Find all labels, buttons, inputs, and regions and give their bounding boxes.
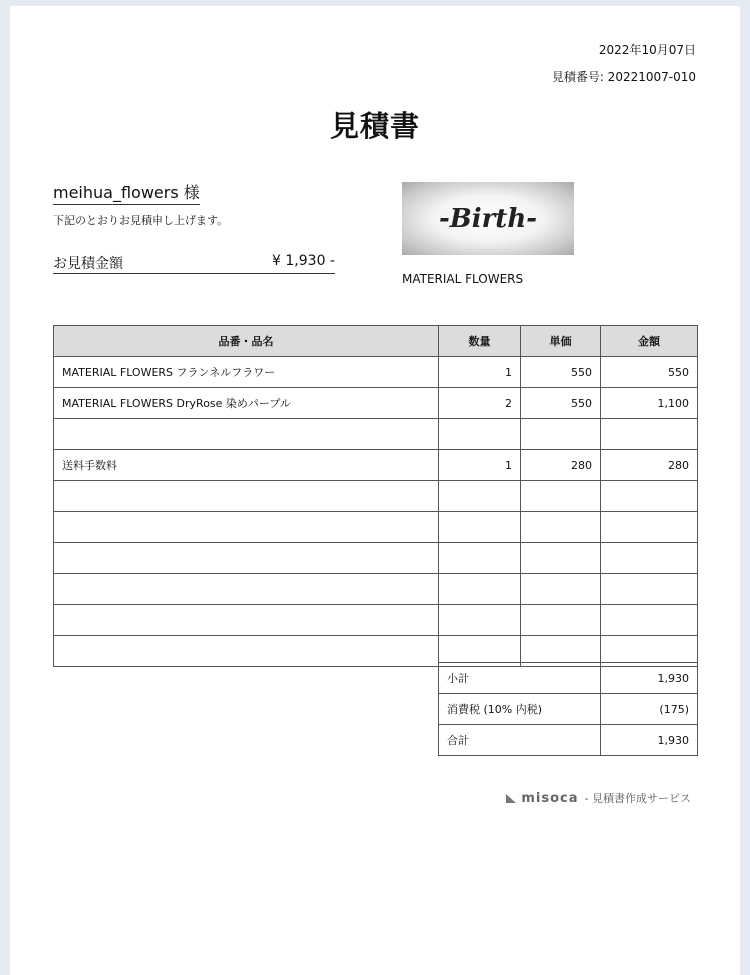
company-logo bbox=[402, 182, 574, 255]
footer-credit bbox=[506, 790, 691, 806]
misoca-logo-icon bbox=[506, 794, 516, 803]
misoca-brand: misoca bbox=[521, 790, 579, 806]
table-row bbox=[54, 450, 698, 481]
quantity-cell bbox=[439, 543, 521, 574]
company-logo-text: -Birth- bbox=[438, 203, 538, 234]
amount-cell bbox=[601, 543, 698, 574]
table-row bbox=[54, 388, 698, 419]
subtotal-label: 小計 bbox=[439, 663, 601, 694]
amount-cell: 550 bbox=[601, 357, 698, 388]
header-quantity: 数量 bbox=[439, 326, 521, 357]
items-header-row bbox=[54, 326, 698, 357]
item-name-cell bbox=[54, 636, 439, 667]
estimate-document bbox=[10, 6, 740, 975]
amount-cell bbox=[601, 605, 698, 636]
quantity-cell bbox=[439, 574, 521, 605]
greeting-text: 下記のとおりお見積申し上げます。 bbox=[53, 214, 229, 227]
issue-date: 2022年10月07日 bbox=[598, 43, 696, 57]
item-name-cell: MATERIAL FLOWERS DryRose 染めパープル bbox=[54, 388, 439, 419]
unit-price-cell: 550 bbox=[521, 388, 601, 419]
total-value: 1,930 bbox=[601, 725, 698, 756]
item-name-cell: MATERIAL FLOWERS フランネルフラワー bbox=[54, 357, 439, 388]
estimate-amount bbox=[53, 251, 335, 274]
estimate-amount-label: お見積金額 bbox=[53, 256, 123, 272]
table-row bbox=[54, 357, 698, 388]
unit-price-cell: 550 bbox=[521, 357, 601, 388]
unit-price-cell: 280 bbox=[521, 450, 601, 481]
subtotal-row bbox=[439, 663, 698, 694]
total-label: 合計 bbox=[439, 725, 601, 756]
unit-price-cell bbox=[521, 512, 601, 543]
tax-label: 消費税 (10% 内税) bbox=[439, 694, 601, 725]
table-row bbox=[54, 543, 698, 574]
amount-cell bbox=[601, 481, 698, 512]
quantity-cell bbox=[439, 605, 521, 636]
item-name-cell bbox=[54, 419, 439, 450]
company-name: MATERIAL FLOWERS bbox=[402, 272, 524, 286]
quantity-cell bbox=[439, 512, 521, 543]
estimate-number: 見積番号: 20221007-010 bbox=[551, 70, 696, 84]
table-row bbox=[54, 574, 698, 605]
item-name-cell bbox=[54, 605, 439, 636]
header-unit-price: 単価 bbox=[521, 326, 601, 357]
item-name-cell: 送料手数料 bbox=[54, 450, 439, 481]
unit-price-cell bbox=[521, 543, 601, 574]
item-name-cell bbox=[54, 512, 439, 543]
unit-price-cell bbox=[521, 605, 601, 636]
table-row bbox=[54, 512, 698, 543]
unit-price-cell bbox=[521, 481, 601, 512]
amount-cell bbox=[601, 419, 698, 450]
item-name-cell bbox=[54, 543, 439, 574]
quantity-cell: 1 bbox=[439, 357, 521, 388]
quantity-cell bbox=[439, 481, 521, 512]
service-description: - 見積書作成サービス bbox=[584, 792, 691, 805]
quantity-cell: 2 bbox=[439, 388, 521, 419]
subtotal-value: 1,930 bbox=[601, 663, 698, 694]
table-row bbox=[54, 419, 698, 450]
header-amount: 金額 bbox=[601, 326, 698, 357]
client-name: meihua_flowers 様 bbox=[53, 180, 200, 205]
table-row bbox=[54, 605, 698, 636]
amount-cell: 1,100 bbox=[601, 388, 698, 419]
unit-price-cell bbox=[521, 574, 601, 605]
amount-cell bbox=[601, 574, 698, 605]
header-item-name: 品番・品名 bbox=[54, 326, 439, 357]
document-title: 見積書 bbox=[329, 109, 420, 143]
item-name-cell bbox=[54, 574, 439, 605]
amount-cell: 280 bbox=[601, 450, 698, 481]
item-name-cell bbox=[54, 481, 439, 512]
total-row bbox=[439, 725, 698, 756]
quantity-cell: 1 bbox=[439, 450, 521, 481]
tax-value: (175) bbox=[601, 694, 698, 725]
estimate-amount-value: ¥ 1,930 - bbox=[272, 253, 335, 269]
items-table bbox=[53, 325, 698, 667]
unit-price-cell bbox=[521, 419, 601, 450]
tax-row bbox=[439, 694, 698, 725]
amount-cell bbox=[601, 512, 698, 543]
totals-table bbox=[438, 662, 698, 756]
quantity-cell bbox=[439, 419, 521, 450]
table-row bbox=[54, 481, 698, 512]
